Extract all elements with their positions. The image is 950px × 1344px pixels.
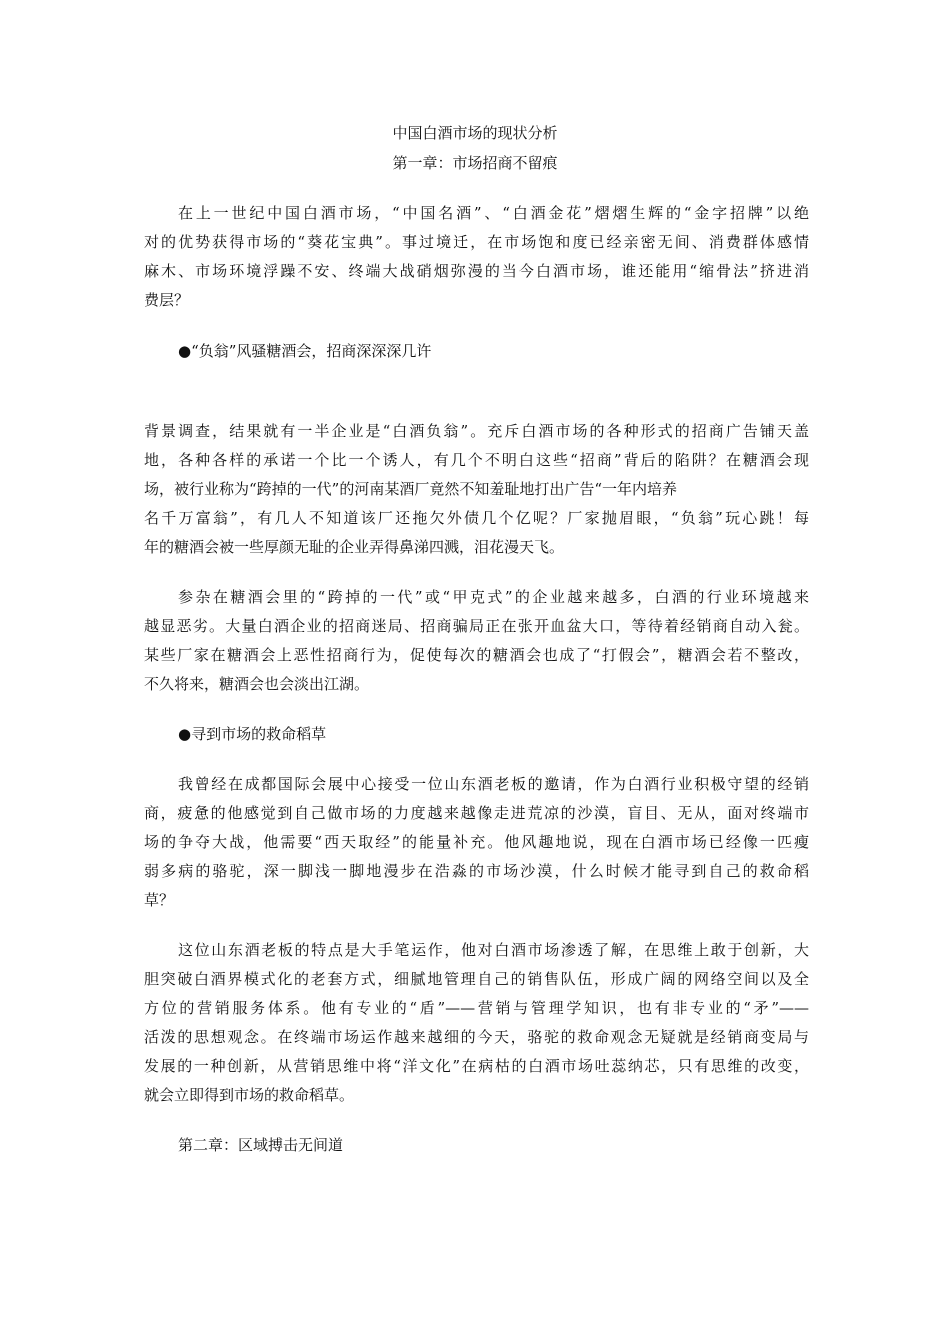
paragraph-1-line: 费层？ xyxy=(144,291,190,309)
paragraph-5-line: 就会立即得到市场的救命稻草。 xyxy=(144,1086,355,1104)
paragraph-3-line: 不久将来，糖酒会也会淡出江湖。 xyxy=(144,675,370,693)
paragraph-4-line: 草？ xyxy=(144,891,175,909)
paragraph-2-line: 名千万富翁”，有几人不知道该厂还拖欠外债几个亿呢？厂家抛眉眼，“负翁”玩心跳！每 xyxy=(144,509,809,527)
paragraph-4-line: 商，疲惫的他感觉到自己做市场的力度越来越像走进荒凉的沙漠，盲目、无从，面对终端市 xyxy=(144,804,809,822)
paragraph-2-line: 背景调查，结果就有一半企业是“白酒负翁”。充斥白酒市场的各种形式的招商广告铺天盖 xyxy=(144,422,809,440)
paragraph-1-line: 麻木、市场环境浮躁不安、终端大战硝烟弥漫的当今白酒市场，谁还能用“缩骨法”挤进消 xyxy=(144,262,809,280)
paragraph-2-line: 地，各种各样的承诺一个比一个诱人，有几个不明白这些“招商”背后的陷阱？在糖酒会现 xyxy=(144,451,809,469)
chapter-1-heading: 第一章：市场招商不留痕 xyxy=(392,154,558,172)
paragraph-5-line: 这位山东酒老板的特点是大手笔运作，他对白酒市场渗透了解，在思维上敢于创新，大 xyxy=(178,941,809,959)
paragraph-5-line: 发展的一种创新，从营销思维中将“洋文化”在病枯的白酒市场吐蕊纳芯，只有思维的改变， xyxy=(144,1057,809,1075)
paragraph-4-line: 场的争夺大战，他需要“西天取经”的能量补充。他风趣地说，现在白酒市场已经像一匹瘦 xyxy=(144,833,809,851)
chapter-2-heading: 第二章：区域搏击无间道 xyxy=(178,1136,344,1154)
paragraph-2-line: 年的糖酒会被一些厚颜无耻的企业弄得鼻涕四溅，泪花漫天飞。 xyxy=(144,538,565,556)
paragraph-4-line: 我曾经在成都国际会展中心接受一位山东酒老板的邀请，作为白酒行业积极守望的经销 xyxy=(178,775,809,793)
paragraph-5-line: 方位的营销服务体系。他有专业的“盾”——营销与管理学知识，也有非专业的“矛”—— xyxy=(144,999,809,1017)
paragraph-2-line: 场，被行业称为“跨掉的一代”的河南某酒厂竟然不知羞耻地打出广告“一年内培养 xyxy=(144,480,678,498)
section-heading-1: ●“负翁”风骚糖酒会，招商深深深几许 xyxy=(178,342,432,360)
paragraph-3-line: 某些厂家在糖酒会上恶性招商行为，促使每次的糖酒会也成了“打假会”，糖酒会若不整改， xyxy=(144,646,809,664)
paragraph-3-line: 越显恶劣。大量白酒企业的招商迷局、招商骗局正在张开血盆大口，等待着经销商自动入瓮。 xyxy=(144,617,809,635)
document-title: 中国白酒市场的现状分析 xyxy=(392,124,558,142)
section-heading-2: ●寻到市场的救命稻草 xyxy=(178,725,327,743)
paragraph-5-line: 活泼的思想观念。在终端市场运作越来越细的今天，骆驼的救命观念无疑就是经销商变局与 xyxy=(144,1028,809,1046)
paragraph-1-line: 对的优势获得市场的“葵花宝典”。事过境迁，在市场饱和度已经亲密无间、消费群体感情 xyxy=(144,233,809,251)
paragraph-1-line: 在上一世纪中国白酒市场，“中国名酒”、“白酒金花”熠熠生辉的“金字招牌”以绝 xyxy=(178,204,809,222)
paragraph-3-line: 参杂在糖酒会里的“跨掉的一代”或“甲克式”的企业越来越多，白酒的行业环境越来 xyxy=(178,588,809,606)
paragraph-4-line: 弱多病的骆驼，深一脚浅一脚地漫步在浩淼的市场沙漠，什么时候才能寻到自己的救命稻 xyxy=(144,862,809,880)
paragraph-5-line: 胆突破白酒界模式化的老套方式，细腻地管理自己的销售队伍，形成广阔的网络空间以及全 xyxy=(144,970,809,988)
